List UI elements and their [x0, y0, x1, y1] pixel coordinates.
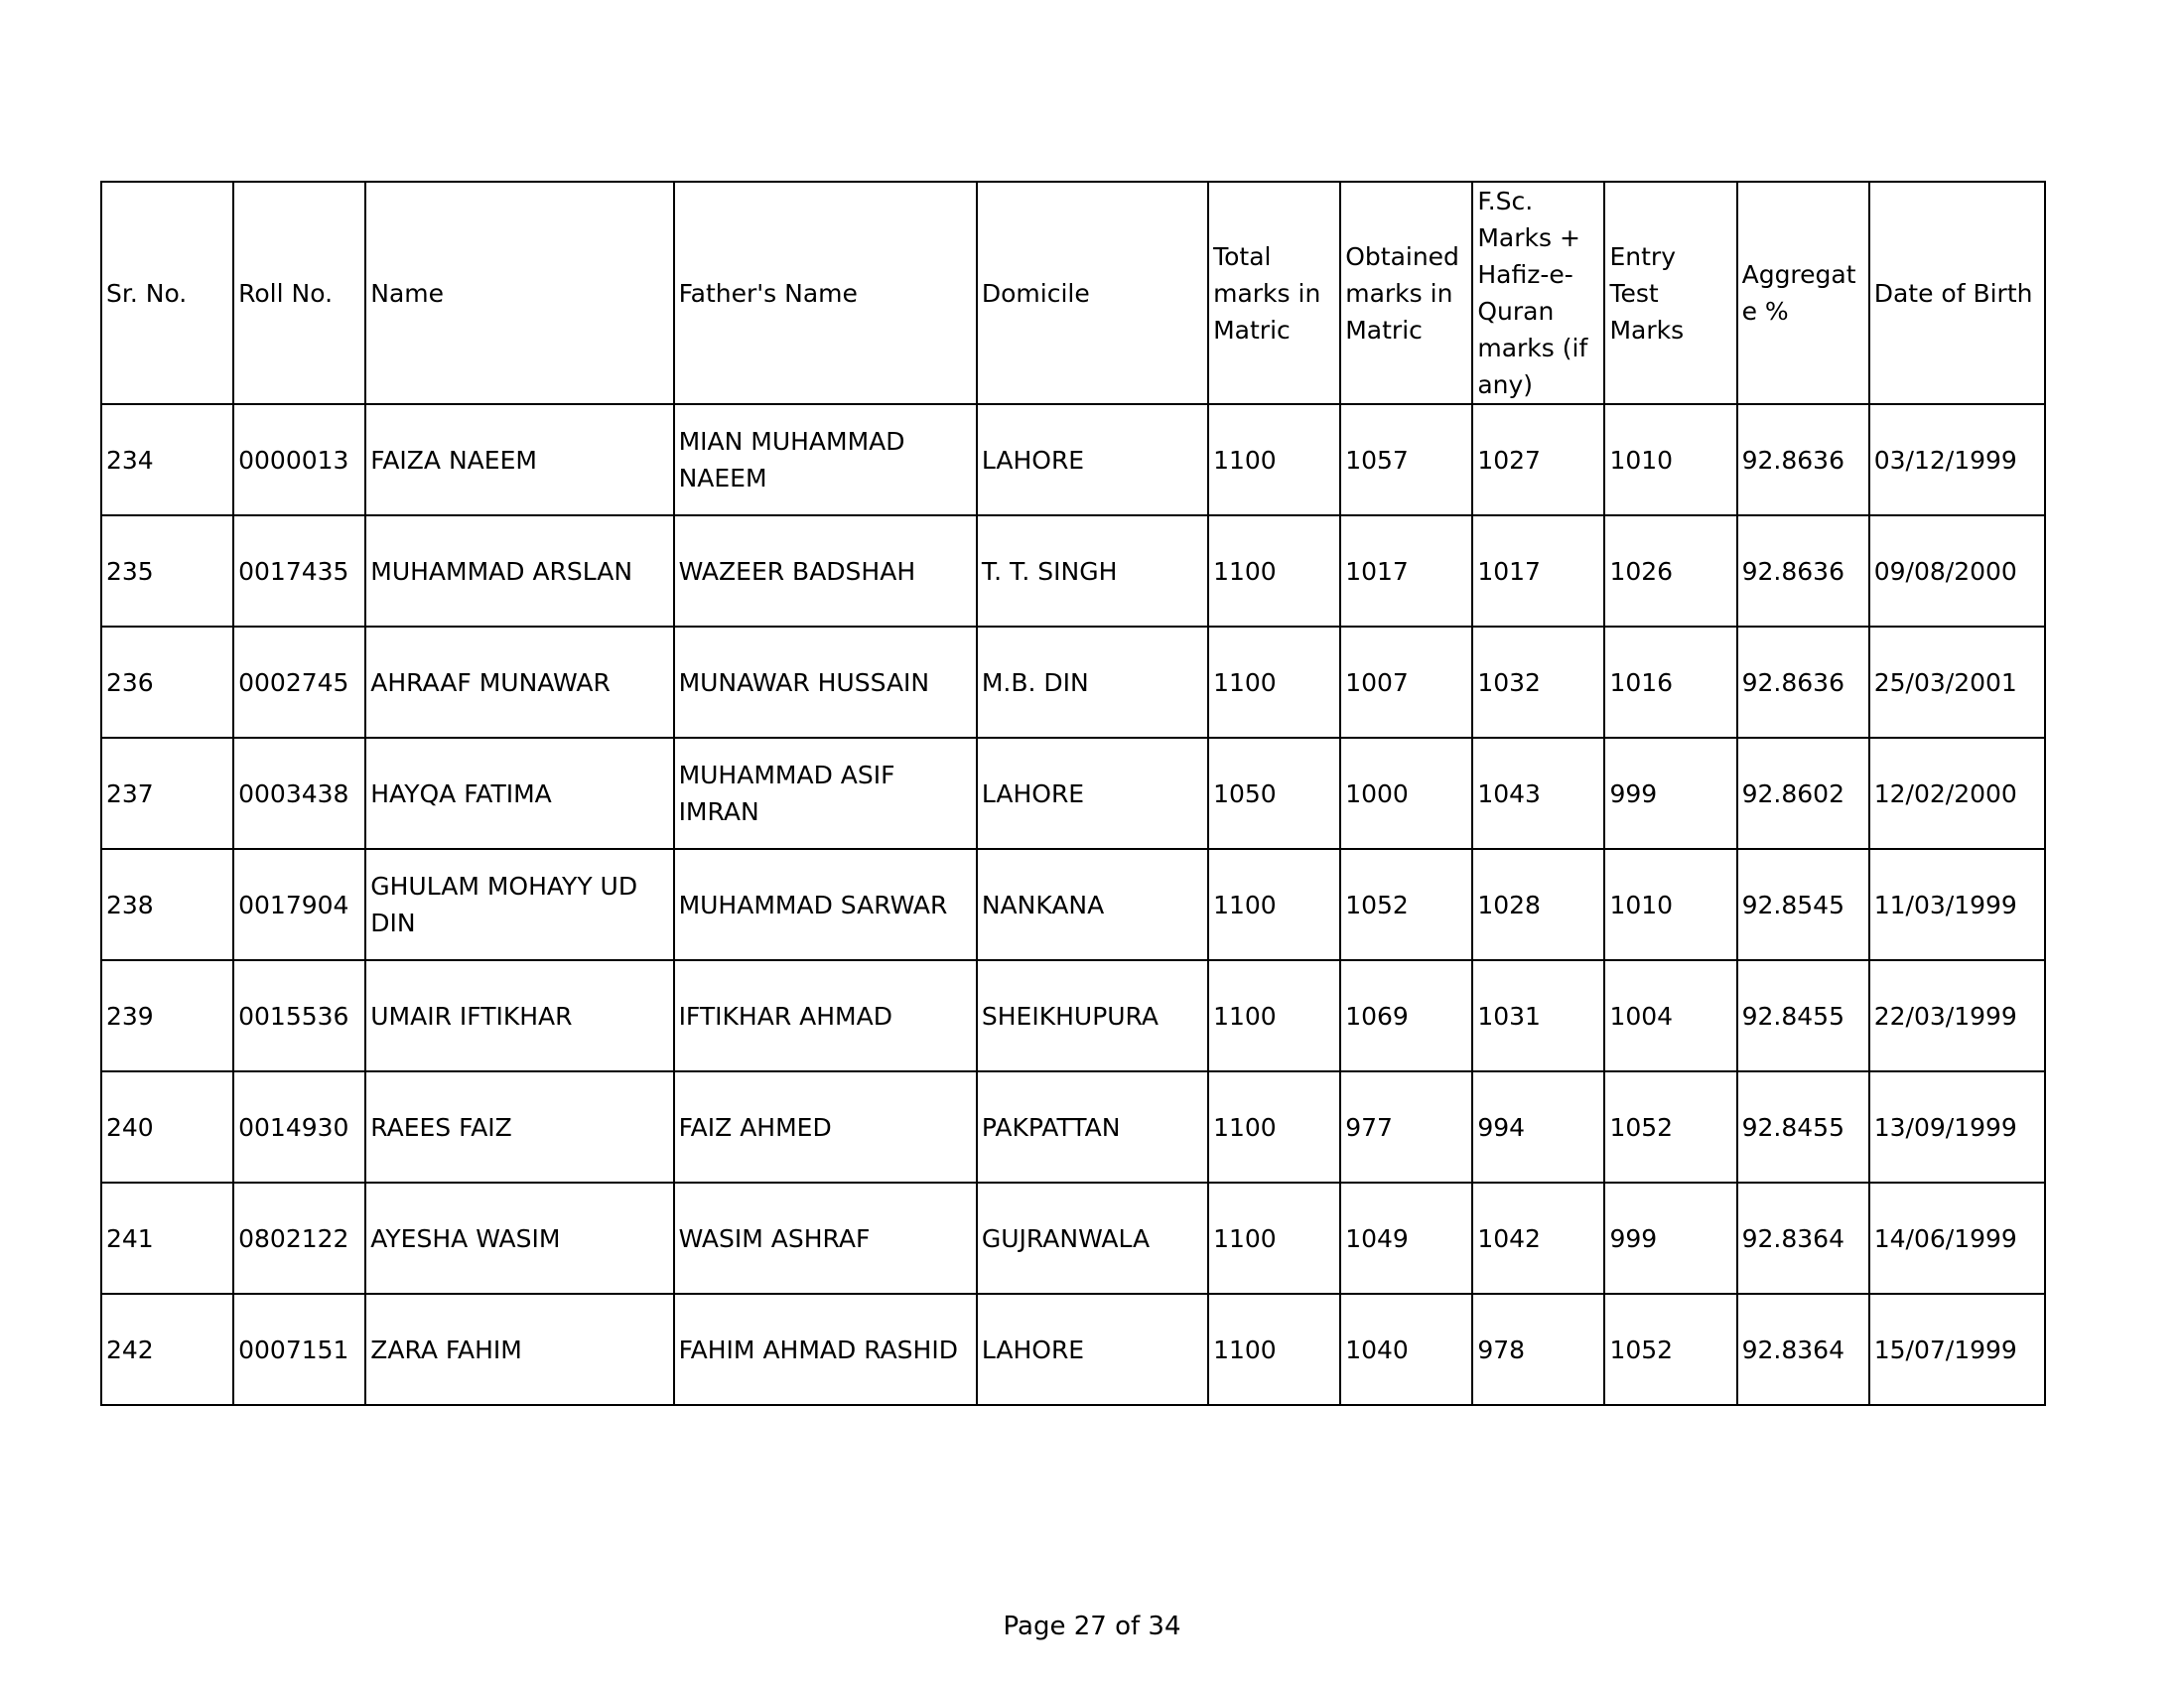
- cell-date-of-birth: 14/06/1999: [1869, 1183, 2045, 1294]
- cell-name: FAIZA NAEEM: [365, 404, 673, 515]
- cell-domicile: PAKPATTAN: [977, 1071, 1208, 1183]
- header-name: Name: [365, 182, 673, 404]
- cell-roll-no: 0002745: [233, 627, 365, 738]
- cell-total-marks-matric: 1100: [1208, 849, 1340, 960]
- cell-name: AHRAAF MUNAWAR: [365, 627, 673, 738]
- table-row: [101, 1183, 2045, 1294]
- cell-date-of-birth: 09/08/2000: [1869, 515, 2045, 627]
- cell-fsc-marks: 1017: [1472, 515, 1604, 627]
- cell-domicile: LAHORE: [977, 738, 1208, 849]
- cell-entry-test-marks: 1052: [1604, 1294, 1736, 1405]
- cell-domicile: NANKANA: [977, 849, 1208, 960]
- cell-domicile: LAHORE: [977, 1294, 1208, 1405]
- cell-entry-test-marks: 1016: [1604, 627, 1736, 738]
- cell-aggregate: 92.8455: [1737, 1071, 1869, 1183]
- header-fsc-marks: F.Sc. Marks + Hafiz-e-Quran marks (if any): [1472, 182, 1604, 404]
- cell-roll-no: 0017904: [233, 849, 365, 960]
- cell-total-marks-matric: 1100: [1208, 960, 1340, 1071]
- cell-roll-no: 0000013: [233, 404, 365, 515]
- cell-roll-no: 0014930: [233, 1071, 365, 1183]
- cell-name: UMAIR IFTIKHAR: [365, 960, 673, 1071]
- header-roll-no: Roll No.: [233, 182, 365, 404]
- cell-date-of-birth: 22/03/1999: [1869, 960, 2045, 1071]
- cell-domicile: M.B. DIN: [977, 627, 1208, 738]
- cell-fsc-marks: 1027: [1472, 404, 1604, 515]
- cell-obtained-marks-matric: 1057: [1340, 404, 1472, 515]
- header-fathers-name: Father's Name: [674, 182, 977, 404]
- cell-domicile: T. T. SINGH: [977, 515, 1208, 627]
- cell-sr-no: 234: [101, 404, 233, 515]
- cell-aggregate: 92.8364: [1737, 1294, 1869, 1405]
- cell-sr-no: 235: [101, 515, 233, 627]
- cell-aggregate: 92.8602: [1737, 738, 1869, 849]
- table-body: [101, 404, 2045, 1405]
- cell-name: AYESHA WASIM: [365, 1183, 673, 1294]
- table-row: [101, 404, 2045, 515]
- merit-list-table: [100, 181, 2046, 1406]
- cell-roll-no: 0802122: [233, 1183, 365, 1294]
- cell-fathers-name: MUHAMMAD ASIF IMRAN: [674, 738, 977, 849]
- cell-fathers-name: IFTIKHAR AHMAD: [674, 960, 977, 1071]
- cell-total-marks-matric: 1100: [1208, 1071, 1340, 1183]
- cell-fathers-name: FAIZ AHMED: [674, 1071, 977, 1183]
- cell-fathers-name: WAZEER BADSHAH: [674, 515, 977, 627]
- cell-aggregate: 92.8455: [1737, 960, 1869, 1071]
- cell-fsc-marks: 1032: [1472, 627, 1604, 738]
- cell-fathers-name: MUHAMMAD SARWAR: [674, 849, 977, 960]
- table-row: [101, 627, 2045, 738]
- cell-total-marks-matric: 1100: [1208, 1183, 1340, 1294]
- header-total-marks-matric: Total marks in Matric: [1208, 182, 1340, 404]
- cell-aggregate: 92.8636: [1737, 627, 1869, 738]
- cell-obtained-marks-matric: 1049: [1340, 1183, 1472, 1294]
- cell-obtained-marks-matric: 1000: [1340, 738, 1472, 849]
- cell-sr-no: 241: [101, 1183, 233, 1294]
- cell-sr-no: 237: [101, 738, 233, 849]
- cell-total-marks-matric: 1050: [1208, 738, 1340, 849]
- cell-roll-no: 0015536: [233, 960, 365, 1071]
- header-aggregate: Aggregate %: [1737, 182, 1869, 404]
- cell-sr-no: 242: [101, 1294, 233, 1405]
- cell-sr-no: 240: [101, 1071, 233, 1183]
- cell-domicile: GUJRANWALA: [977, 1183, 1208, 1294]
- cell-fsc-marks: 994: [1472, 1071, 1604, 1183]
- cell-obtained-marks-matric: 1040: [1340, 1294, 1472, 1405]
- cell-name: ZARA FAHIM: [365, 1294, 673, 1405]
- cell-fathers-name: MUNAWAR HUSSAIN: [674, 627, 977, 738]
- table-row: [101, 1071, 2045, 1183]
- cell-obtained-marks-matric: 1052: [1340, 849, 1472, 960]
- cell-date-of-birth: 12/02/2000: [1869, 738, 2045, 849]
- cell-date-of-birth: 03/12/1999: [1869, 404, 2045, 515]
- table-row: [101, 738, 2045, 849]
- header-date-of-birth: Date of Birth: [1869, 182, 2045, 404]
- cell-date-of-birth: 11/03/1999: [1869, 849, 2045, 960]
- cell-sr-no: 236: [101, 627, 233, 738]
- cell-entry-test-marks: 1010: [1604, 404, 1736, 515]
- cell-obtained-marks-matric: 1069: [1340, 960, 1472, 1071]
- cell-entry-test-marks: 1052: [1604, 1071, 1736, 1183]
- cell-roll-no: 0007151: [233, 1294, 365, 1405]
- cell-name: RAEES FAIZ: [365, 1071, 673, 1183]
- cell-aggregate: 92.8636: [1737, 515, 1869, 627]
- cell-entry-test-marks: 1026: [1604, 515, 1736, 627]
- header-row: [101, 182, 2045, 404]
- cell-domicile: LAHORE: [977, 404, 1208, 515]
- cell-name: MUHAMMAD ARSLAN: [365, 515, 673, 627]
- cell-fsc-marks: 978: [1472, 1294, 1604, 1405]
- table-row: [101, 515, 2045, 627]
- cell-aggregate: 92.8364: [1737, 1183, 1869, 1294]
- cell-total-marks-matric: 1100: [1208, 404, 1340, 515]
- cell-date-of-birth: 15/07/1999: [1869, 1294, 2045, 1405]
- header-obtained-marks-matric: Obtained marks in Matric: [1340, 182, 1472, 404]
- cell-obtained-marks-matric: 1017: [1340, 515, 1472, 627]
- cell-date-of-birth: 13/09/1999: [1869, 1071, 2045, 1183]
- cell-fsc-marks: 1031: [1472, 960, 1604, 1071]
- cell-roll-no: 0003438: [233, 738, 365, 849]
- cell-fathers-name: MIAN MUHAMMAD NAEEM: [674, 404, 977, 515]
- header-sr-no: Sr. No.: [101, 182, 233, 404]
- cell-domicile: SHEIKHUPURA: [977, 960, 1208, 1071]
- page-number: Page 27 of 34: [1003, 1612, 1181, 1641]
- cell-name: GHULAM MOHAYY UD DIN: [365, 849, 673, 960]
- cell-aggregate: 92.8545: [1737, 849, 1869, 960]
- cell-fsc-marks: 1043: [1472, 738, 1604, 849]
- cell-sr-no: 238: [101, 849, 233, 960]
- cell-total-marks-matric: 1100: [1208, 627, 1340, 738]
- cell-name: HAYQA FATIMA: [365, 738, 673, 849]
- cell-total-marks-matric: 1100: [1208, 1294, 1340, 1405]
- table-header: [101, 182, 2045, 404]
- cell-fsc-marks: 1042: [1472, 1183, 1604, 1294]
- cell-total-marks-matric: 1100: [1208, 515, 1340, 627]
- table-row: [101, 849, 2045, 960]
- cell-obtained-marks-matric: 977: [1340, 1071, 1472, 1183]
- header-entry-test-marks: Entry Test Marks: [1604, 182, 1736, 404]
- cell-fsc-marks: 1028: [1472, 849, 1604, 960]
- cell-roll-no: 0017435: [233, 515, 365, 627]
- cell-entry-test-marks: 999: [1604, 1183, 1736, 1294]
- cell-fathers-name: WASIM ASHRAF: [674, 1183, 977, 1294]
- cell-aggregate: 92.8636: [1737, 404, 1869, 515]
- cell-sr-no: 239: [101, 960, 233, 1071]
- table-row: [101, 1294, 2045, 1405]
- header-domicile: Domicile: [977, 182, 1208, 404]
- cell-fathers-name: FAHIM AHMAD RASHID: [674, 1294, 977, 1405]
- cell-entry-test-marks: 999: [1604, 738, 1736, 849]
- table-row: [101, 960, 2045, 1071]
- cell-date-of-birth: 25/03/2001: [1869, 627, 2045, 738]
- cell-entry-test-marks: 1010: [1604, 849, 1736, 960]
- cell-obtained-marks-matric: 1007: [1340, 627, 1472, 738]
- cell-entry-test-marks: 1004: [1604, 960, 1736, 1071]
